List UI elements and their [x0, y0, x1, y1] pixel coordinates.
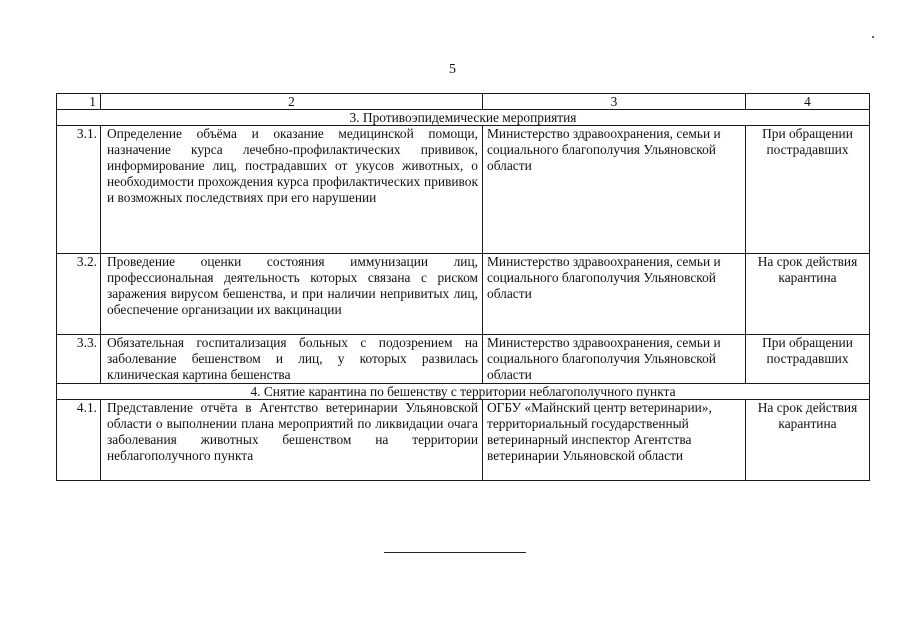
column-number-4: 4: [746, 94, 870, 110]
page-number: 5: [449, 62, 456, 77]
measure-description: Определение объёма и оказание медицинской помощи, назначение курса лечебно-профилактических прививок, информирование лиц, пострадавших от укусов животных, о необходимости прохождения курса профилактических прививок и возможных последствиях при его нарушении: [101, 126, 483, 254]
column-number-3: 3: [483, 94, 746, 110]
item-number: 3.3.: [57, 335, 101, 384]
section-title: 4. Снятие карантина по бешенству с территории неблагополучного пункта: [57, 384, 870, 400]
responsible-party: Министерство здравоохранения, семьи и социального благополучия Ульяновской области: [483, 335, 746, 384]
table-row: [57, 126, 870, 254]
responsible-party: Министерство здравоохранения, семьи и социального благополучия Ульяновской области: [483, 254, 746, 335]
table-row: [57, 400, 870, 481]
measure-description: Представление отчёта в Агентство ветеринарии Ульяновской области о выполнении плана мероприятий по ликвидации очага заболевания животных бешенством на территории неблагополучного пункта: [101, 400, 483, 481]
measure-description: Обязательная госпитализация больных с подозрением на заболевание бешенством и лиц, у которых развилась клиническая картина бешенства: [101, 335, 483, 384]
deadline: При обращении пострадавших: [746, 335, 870, 384]
deadline: На срок действия карантина: [746, 400, 870, 481]
column-number-row: [57, 94, 870, 110]
table-row: [57, 254, 870, 335]
responsible-party: Министерство здравоохранения, семьи и социального благополучия Ульяновской области: [483, 126, 746, 254]
section-row: [57, 384, 870, 400]
scan-speck: [872, 36, 874, 38]
section-row: [57, 110, 870, 126]
footnote-separator: [384, 552, 526, 553]
item-number: 4.1.: [57, 400, 101, 481]
responsible-party: ОГБУ «Майнский центр ветеринарии», территориальный государственный ветеринарный инспектор Агентства ветеринарии Ульяновской области: [483, 400, 746, 481]
measures-table: [56, 93, 870, 481]
measure-description: Проведение оценки состояния иммунизации лиц, профессиональная деятельность которых связана с риском заражения вирусом бешенства, и при наличии непривитых лиц, обеспечение организации их вакцинации: [101, 254, 483, 335]
column-number-2: 2: [101, 94, 483, 110]
table-row: [57, 335, 870, 384]
deadline: На срок действия карантина: [746, 254, 870, 335]
item-number: 3.2.: [57, 254, 101, 335]
column-number-1: 1: [57, 94, 101, 110]
deadline: При обращении пострадавших: [746, 126, 870, 254]
section-title: 3. Противоэпидемические мероприятия: [57, 110, 870, 126]
item-number: 3.1.: [57, 126, 101, 254]
